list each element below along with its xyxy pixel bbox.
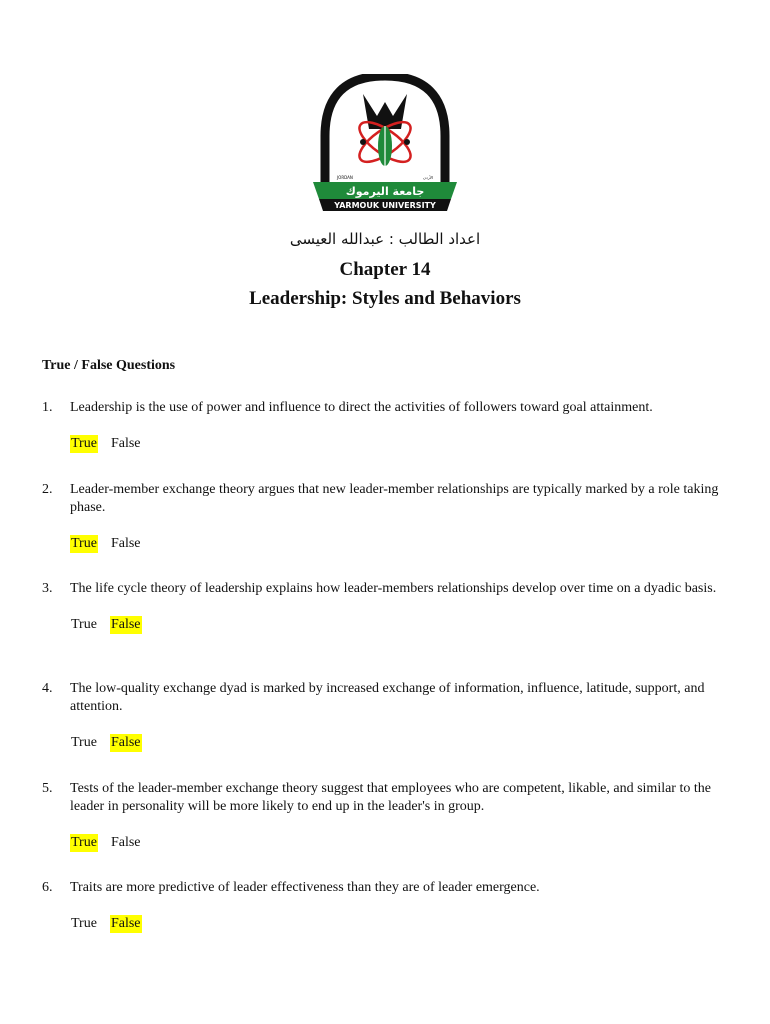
answer-true: True (71, 436, 97, 451)
question-text: Traits are more predictive of leader effectiveness than they are of leader emergence. (70, 880, 540, 895)
question-text: Leadership is the use of power and influence to direct the activities of followers toward goal attainment. (70, 400, 653, 415)
university-logo (305, 74, 465, 214)
answer-false: False (110, 536, 141, 551)
answer-options (70, 834, 732, 852)
logo-english-name: YARMOUK UNIVERSITY (334, 201, 436, 210)
answer-options (70, 915, 732, 933)
answer-false: False (110, 916, 141, 931)
answer-false: False (110, 735, 141, 750)
author-line: اعداد الطالب : عبدالله العيسى (289, 230, 481, 248)
question-item (42, 879, 732, 933)
logo-crown (363, 94, 407, 129)
question-text: The life cycle theory of leadership explains how leader-members relationships develop over time on a dyadic basis. (70, 581, 717, 596)
chapter-subtitle: Leadership: Styles and Behaviors (249, 288, 521, 309)
logo-arabic-name: جامعة اليرموك (345, 185, 425, 198)
question-number: 1. (42, 400, 53, 415)
question-number: 3. (42, 581, 53, 596)
answer-options (70, 734, 732, 752)
question-text: The low-quality exchange dyad is marked by increased exchange of information, influence, latitude, support, and attention. (70, 681, 705, 714)
question-item (42, 399, 732, 453)
logo-right-small: الأردن (423, 175, 434, 180)
answer-options (70, 535, 732, 553)
question-item (42, 680, 732, 752)
answer-options (70, 616, 732, 634)
answer-false: False (110, 436, 141, 451)
section-title: True / False Questions (42, 358, 176, 373)
answer-options (70, 435, 732, 453)
answer-true: True (71, 617, 97, 632)
answer-false: False (110, 617, 141, 632)
question-number: 6. (42, 880, 53, 895)
question-number: 4. (42, 681, 53, 696)
question-item (42, 780, 732, 852)
answer-true: True (71, 835, 97, 850)
question-text: Tests of the leader-member exchange theory suggest that employees who are competent, likable, and similar to the leader in personality will be more likely to end up in the leader's in group. (70, 781, 711, 814)
question-number: 2. (42, 482, 53, 497)
chapter-title: Chapter 14 (339, 259, 431, 280)
question-item (42, 481, 732, 553)
logo-left-small: JORDAN (337, 175, 353, 180)
answer-true: True (71, 536, 97, 551)
question-text: Leader-member exchange theory argues that new leader-member relationships are typically marked by a role taking phase. (70, 482, 719, 515)
answer-true: True (71, 916, 97, 931)
question-number: 5. (42, 781, 53, 796)
answer-true: True (71, 735, 97, 750)
answer-false: False (110, 835, 141, 850)
question-item (42, 580, 732, 634)
